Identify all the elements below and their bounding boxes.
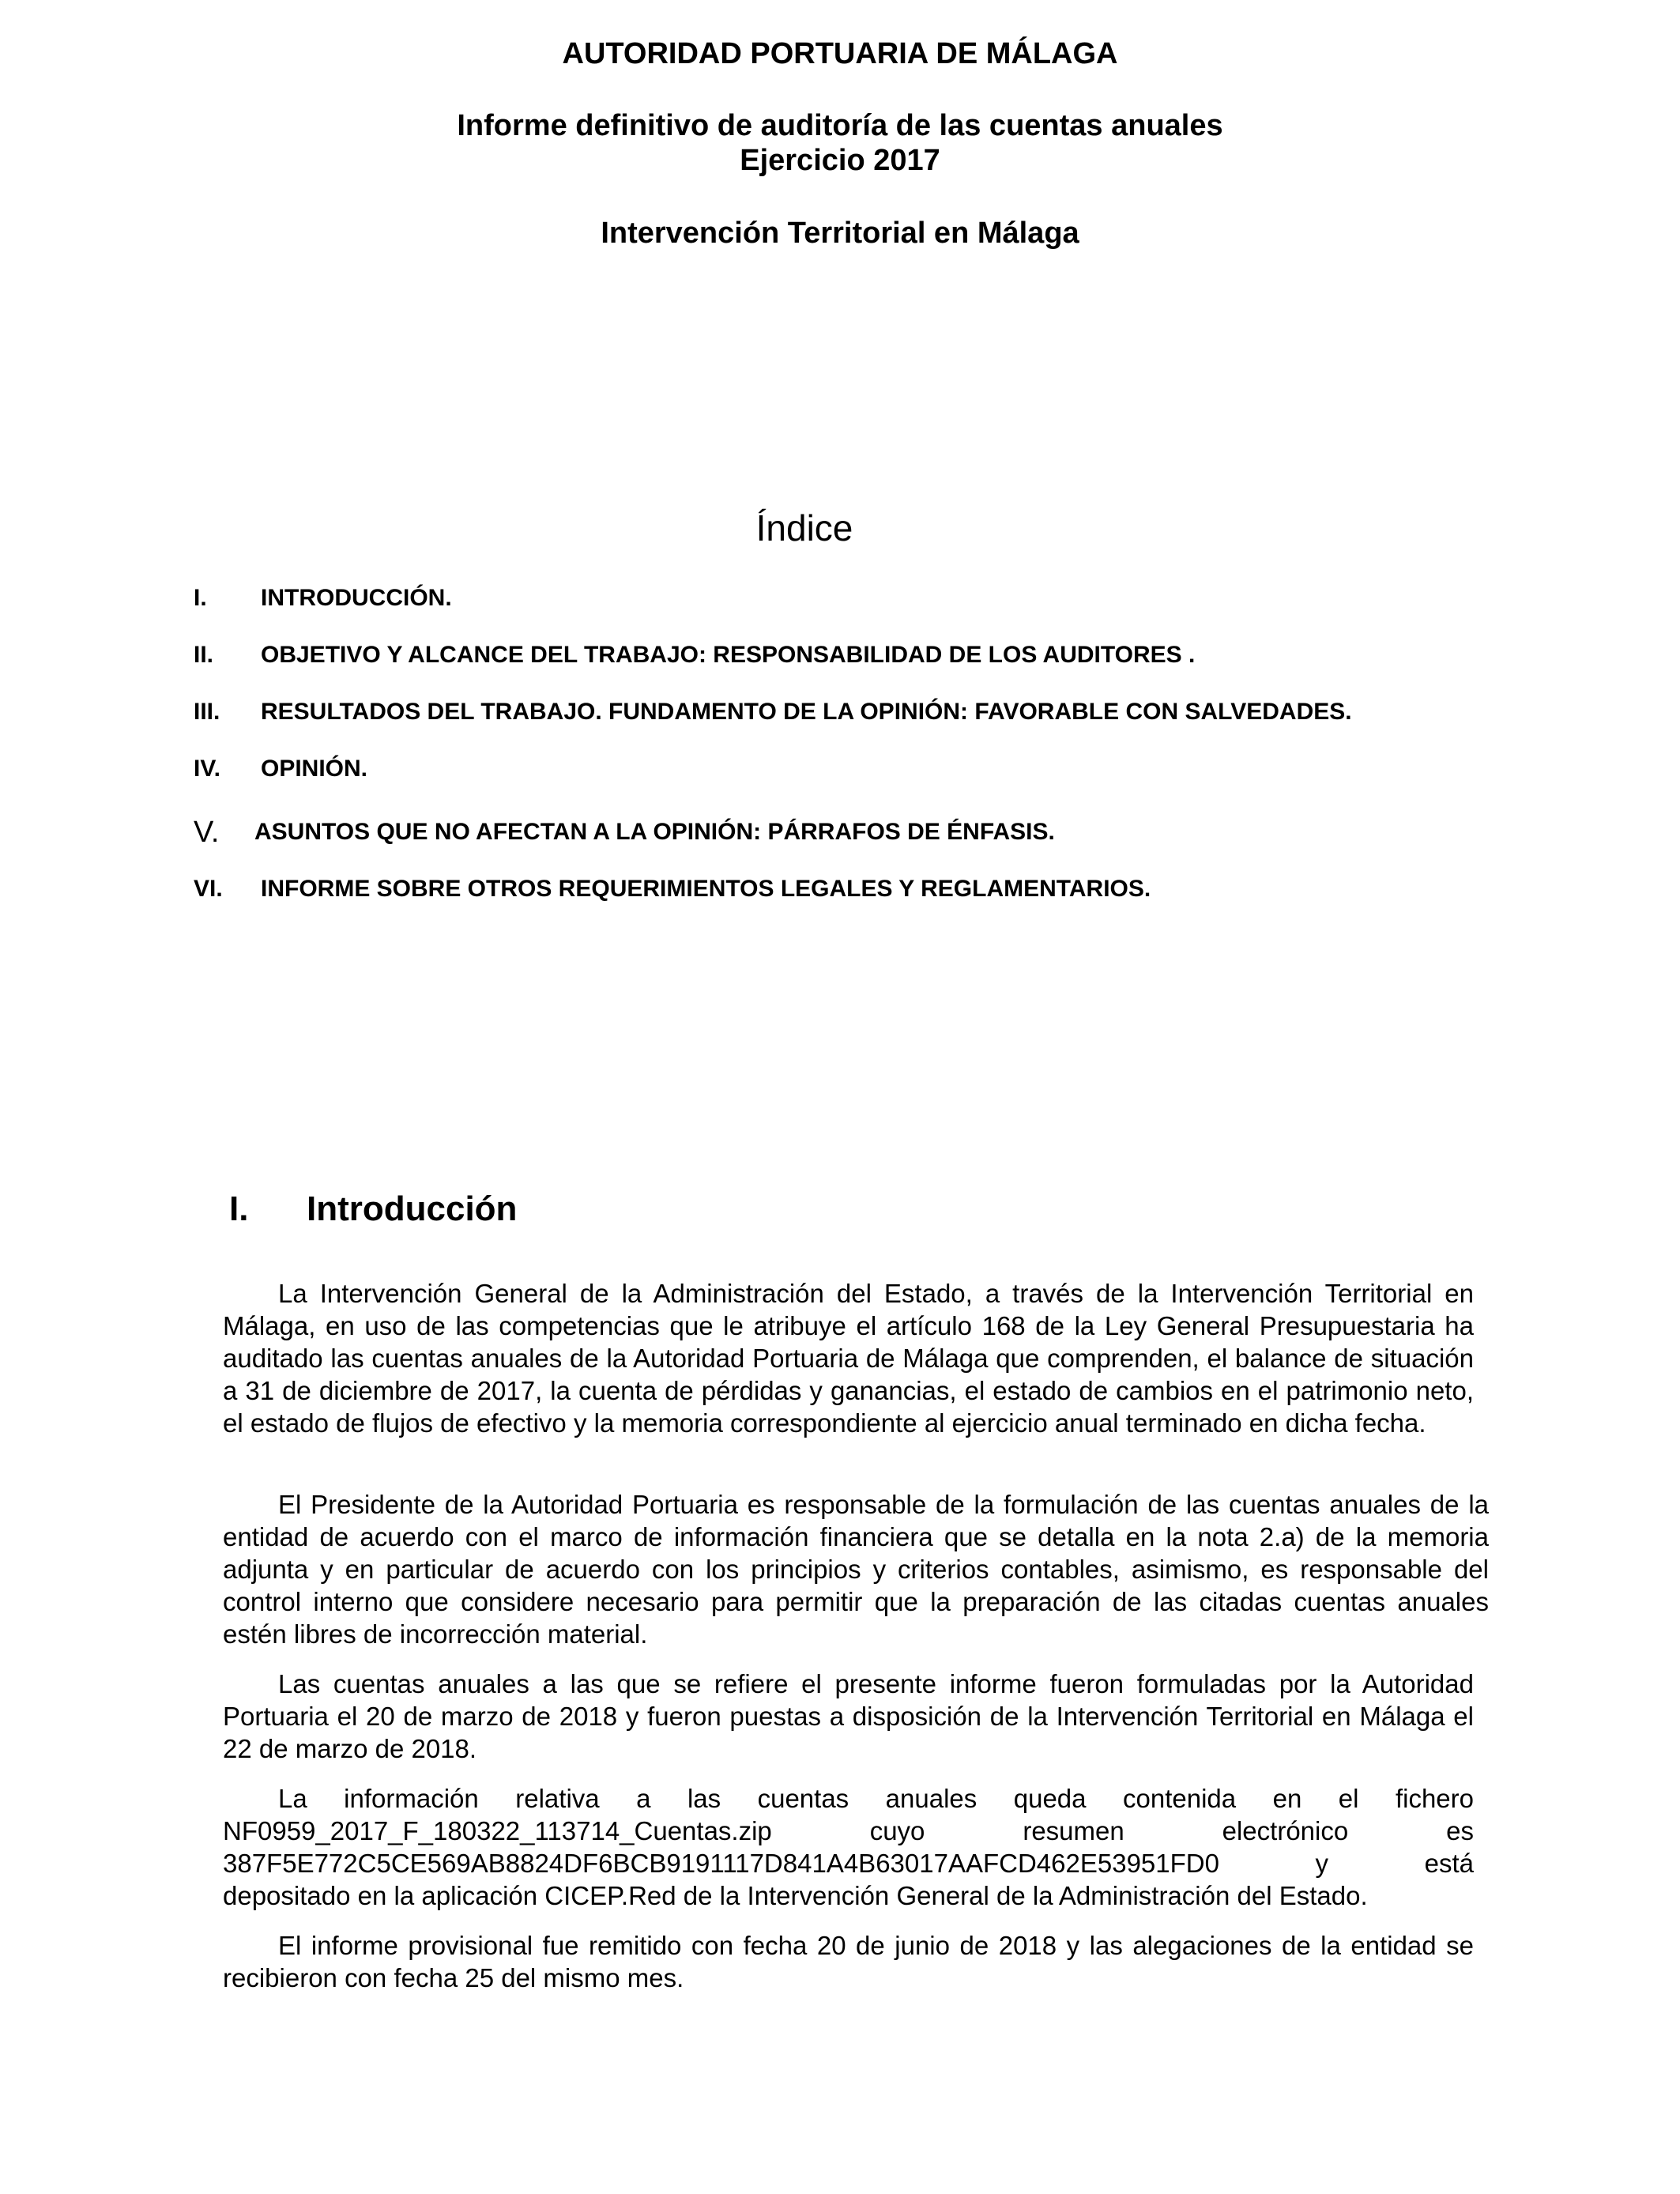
file-paragraph	[223, 1782, 1474, 1912]
body-paragraph: Las cuentas anuales a las que se refiere el presente informe fueron formuladas por la Autoridad Portuaria el 20 de marzo de 2018 y fueron puestas a disposición de la Intervención Territorial en Málaga el 22 de marzo de 2018.	[223, 1669, 1474, 1763]
toc-item-label: OBJETIVO Y ALCANCE DEL TRABAJO: RESPONSABILIDAD DE LOS AUDITORES .	[261, 642, 1196, 668]
file-word: es	[1446, 1816, 1474, 1845]
file-word: está	[1424, 1849, 1474, 1878]
toc-item-label: INFORME SOBRE OTROS REQUERIMIENTOS LEGALES Y REGLAMENTARIOS.	[261, 876, 1151, 902]
toc-item-label: ASUNTOS QUE NO AFECTAN A LA OPINIÓN: PÁRRAFOS DE ÉNFASIS.	[254, 819, 1055, 845]
file-word: y	[1315, 1849, 1329, 1878]
file-hash-line	[223, 1847, 1474, 1879]
file-word: resumen	[1023, 1816, 1124, 1845]
office-name: Intervención Territorial en Málaga	[601, 217, 1079, 250]
body-paragraph: El Presidente de la Autoridad Portuaria es responsable de la formulación de las cuentas anuales de la entidad de acuerdo con el marco de información financiera que se detalla en la nota 2.a) de la memoria adjunta y en particular de acuerdo con los principios y criterios contables, asimismo, es responsable del control interno que considere necesario para permitir que la preparación de las citadas cuentas anuales estén libres de incorrección material.	[223, 1490, 1489, 1649]
toc-item-number: VI.	[194, 876, 223, 902]
toc-item-number: III.	[194, 699, 220, 725]
toc-item-number: II.	[194, 642, 214, 668]
file-name-line	[223, 1815, 1474, 1847]
file-closing-line: depositado en la aplicación CICEP.Red de la Intervención General de la Administración del Estado.	[223, 1881, 1368, 1910]
toc-item-number: IV.	[194, 756, 220, 782]
section-title: Introducción	[307, 1189, 518, 1228]
index-title: Índice	[755, 507, 853, 548]
toc-item-label: INTRODUCCIÓN.	[261, 585, 452, 611]
fiscal-year: Ejercicio 2017	[740, 144, 940, 177]
report-title: Informe definitivo de auditoría de las cuentas anuales	[457, 109, 1223, 142]
toc-item-label: OPINIÓN.	[261, 756, 368, 782]
file-intro-line: La información relativa a las cuentas anuales queda contenida en el fichero	[278, 1784, 1474, 1813]
section-number: I.	[229, 1189, 249, 1228]
body-paragraph: La Intervención General de la Administración del Estado, a través de la Intervención Territorial en Málaga, en uso de las competencias que le atribuye el artículo 168 de la Ley General Presupuestaria ha auditado las cuentas anuales de la Autoridad Portuaria de Málaga que comprenden, el balance de situación a 31 de diciembre de 2017, la cuenta de pérdidas y ganancias, el estado de cambios en el patrimonio neto, el estado de flujos de efectivo y la memoria correspondiente al ejercicio anual terminado en dicha fecha.	[223, 1279, 1474, 1438]
file-word: electrónico	[1222, 1816, 1349, 1845]
file-hash: 387F5E772C5CE569AB8824DF6BCB9191117D841A4B63017AAFCD462E53951FD0	[223, 1849, 1219, 1878]
toc-item-label: RESULTADOS DEL TRABAJO. FUNDAMENTO DE LA OPINIÓN: FAVORABLE CON SALVEDADES.	[261, 699, 1352, 725]
organization-heading: AUTORIDAD PORTUARIA DE MÁLAGA	[562, 37, 1118, 70]
file-word: cuyo	[869, 1816, 925, 1845]
toc-item-number: I.	[194, 585, 207, 611]
toc-item-number: V.	[194, 816, 220, 849]
body-paragraph: El informe provisional fue remitido con fecha 20 de junio de 2018 y las alegaciones de la entidad se recibieron con fecha 25 del mismo mes.	[223, 1931, 1474, 1992]
file-name: NF0959_2017_F_180322_113714_Cuentas.zip	[223, 1816, 772, 1845]
